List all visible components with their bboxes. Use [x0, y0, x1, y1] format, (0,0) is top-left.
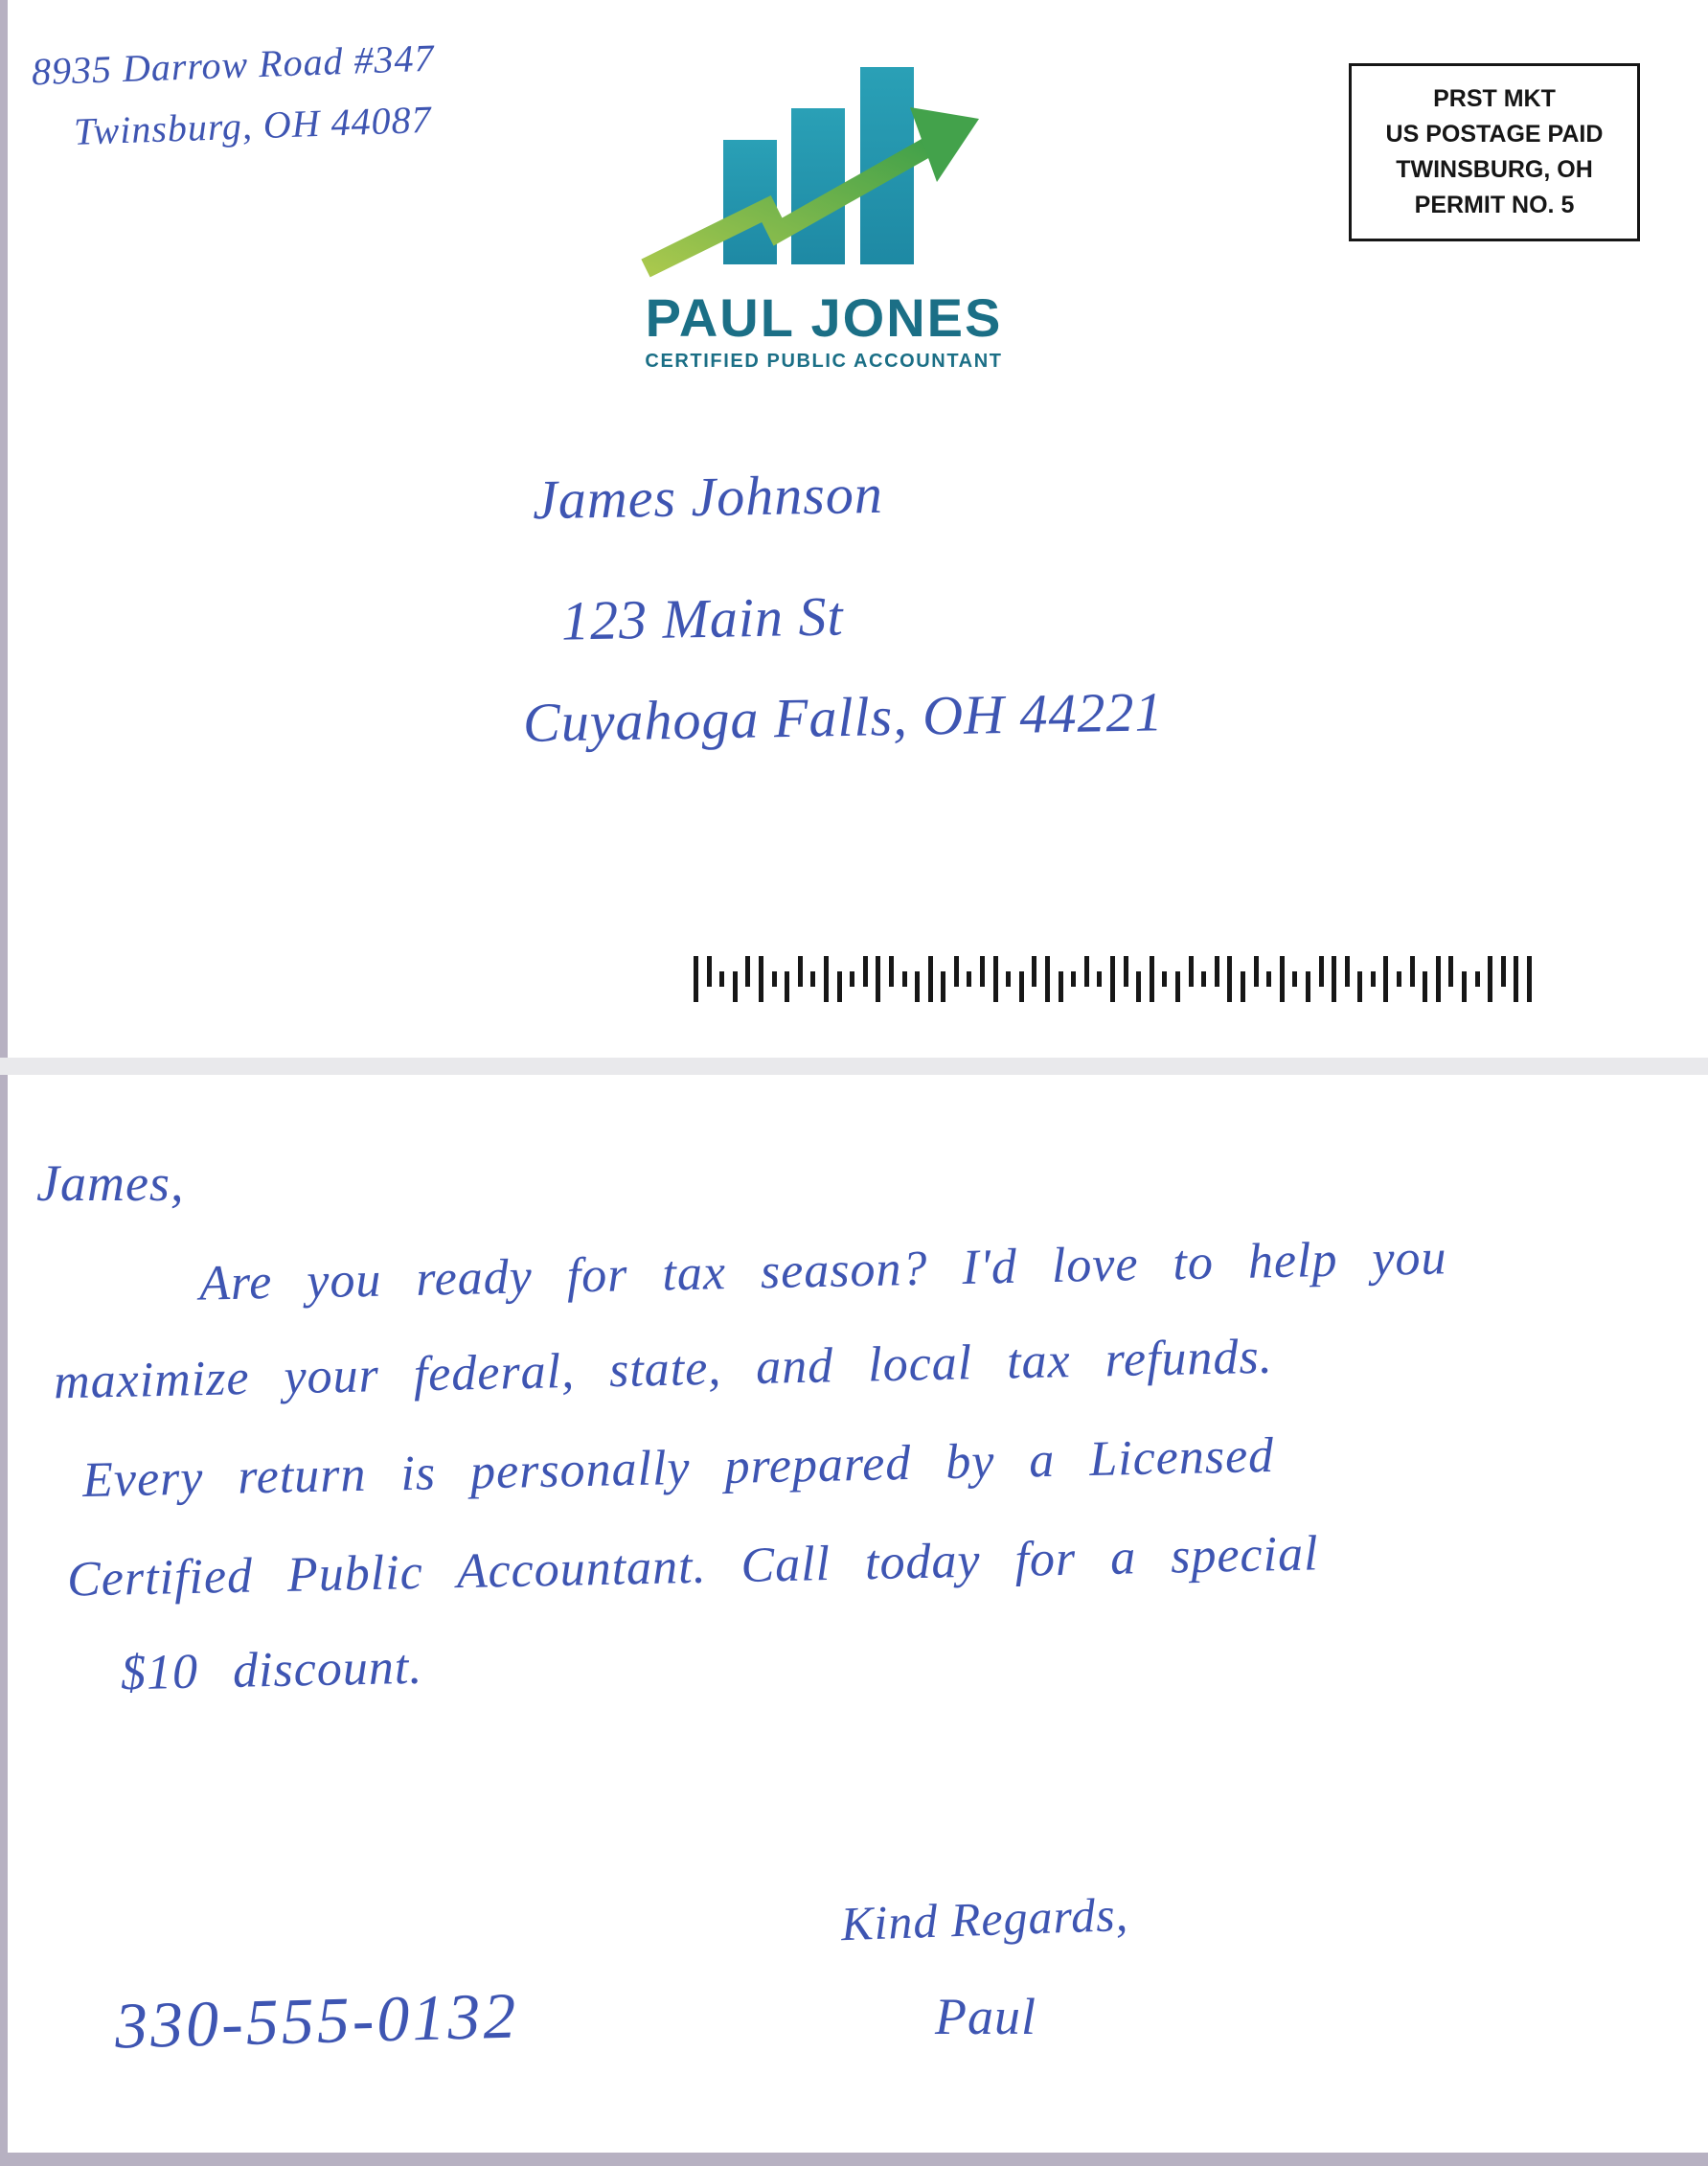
recipient-city: Cuyahoga Falls, OH 44221 — [522, 680, 1164, 754]
barcode-bar — [915, 971, 920, 1002]
barcode-bar — [863, 956, 868, 987]
barcode-bar — [850, 971, 854, 987]
message-closing: Kind Regards, — [840, 1886, 1129, 1951]
barcode-bar — [1032, 956, 1036, 987]
barcode-bar — [1254, 956, 1259, 987]
barcode-bar — [1436, 956, 1441, 1002]
barcode-bar — [1371, 971, 1376, 987]
postcard-back — [8, 1075, 1708, 2153]
bar-chart-arrow-icon — [632, 56, 1015, 290]
barcode-bar — [1501, 956, 1506, 987]
imb-barcode — [694, 956, 1532, 1002]
barcode-bar — [733, 971, 738, 1002]
barcode-bar — [1110, 956, 1115, 1002]
recipient-street: 123 Main St — [560, 584, 845, 652]
logo-tagline: CERTIFIED PUBLIC ACCOUNTANT — [645, 351, 1003, 372]
barcode-bar — [954, 956, 959, 987]
barcode-bar — [1150, 956, 1154, 1002]
company-logo — [594, 56, 1054, 373]
barcode-bar — [1527, 956, 1532, 1002]
barcode-bar — [759, 956, 763, 1002]
permit-line: PERMIT NO. 5 — [1414, 192, 1575, 218]
permit-line: US POSTAGE PAID — [1385, 121, 1604, 148]
barcode-bar — [1059, 971, 1063, 1002]
barcode-bar — [772, 971, 777, 987]
barcode-bar — [1189, 956, 1194, 987]
barcode-bar — [1045, 956, 1050, 1002]
return-address-line1: 8935 Darrow Road #347 — [31, 35, 436, 94]
barcode-bar — [1319, 956, 1324, 987]
barcode-bar — [902, 971, 907, 987]
barcode-bar — [810, 971, 815, 987]
barcode-bar — [1475, 971, 1480, 987]
barcode-bar — [928, 956, 933, 1002]
barcode-bar — [1227, 956, 1232, 1002]
barcode-bar — [1397, 971, 1401, 987]
barcode-bar — [941, 971, 945, 1002]
postage-permit-box — [1349, 63, 1640, 241]
barcode-bar — [1019, 971, 1024, 1002]
message-line: Certified Public Accountant. Call today for a special — [66, 1526, 1320, 1607]
scan-divider — [0, 1058, 1708, 1075]
barcode-bar — [824, 956, 829, 1002]
return-address-line2: Twinsburg, OH 44087 — [73, 97, 433, 153]
barcode-bar — [1357, 971, 1362, 1002]
barcode-bar — [1124, 956, 1128, 987]
barcode-bar — [1448, 956, 1453, 987]
barcode-bar — [1175, 971, 1180, 1002]
barcode-bar — [1006, 971, 1011, 987]
barcode-bar — [876, 956, 880, 1002]
barcode-bar — [1306, 971, 1310, 1002]
barcode-bar — [1097, 971, 1102, 987]
message-signature: Paul — [935, 1988, 1036, 2045]
message-line: Every return is personally prepared by a Licensed — [81, 1427, 1275, 1509]
barcode-bar — [1215, 956, 1219, 987]
message-line: Are you ready for tax season? I'd love to help you — [198, 1230, 1448, 1311]
barcode-bar — [1514, 956, 1518, 1002]
barcode-bar — [1383, 956, 1388, 1002]
barcode-bar — [694, 956, 698, 1002]
barcode-bar — [707, 956, 712, 987]
barcode-bar — [889, 956, 894, 987]
barcode-bar — [1292, 971, 1297, 987]
barcode-bar — [967, 971, 971, 987]
barcode-bar — [745, 956, 750, 987]
barcode-bar — [980, 956, 985, 987]
barcode-bar — [719, 971, 724, 987]
barcode-bar — [1423, 971, 1427, 1002]
discount-line: $10 discount. — [120, 1639, 423, 1701]
return-address — [31, 28, 438, 165]
postcard-front — [8, 0, 1708, 1058]
permit-line: PRST MKT — [1433, 85, 1556, 112]
logo-company-name: PAUL JONES — [645, 287, 1003, 348]
barcode-bar — [1241, 971, 1245, 1002]
barcode-bar — [993, 956, 998, 1002]
barcode-bar — [785, 971, 789, 1002]
barcode-bar — [1410, 956, 1415, 987]
barcode-bar — [1280, 956, 1285, 1002]
message-greeting: James, — [36, 1154, 185, 1212]
barcode-bar — [1084, 956, 1089, 987]
recipient-name: James Johnson — [532, 462, 884, 532]
barcode-bar — [837, 971, 842, 1002]
barcode-bar — [1488, 956, 1492, 1002]
message-line: maximize your federal, state, and local tax refunds. — [53, 1329, 1274, 1410]
barcode-bar — [1071, 971, 1076, 987]
barcode-bar — [1136, 971, 1141, 1002]
barcode-bar — [798, 956, 803, 987]
barcode-bar — [1332, 956, 1336, 1002]
phone-number: 330-555-0132 — [114, 1978, 520, 2063]
barcode-bar — [1201, 971, 1206, 987]
barcode-bar — [1345, 956, 1350, 987]
barcode-bar — [1266, 971, 1271, 987]
barcode-bar — [1462, 971, 1467, 1002]
permit-line: TWINSBURG, OH — [1396, 156, 1593, 183]
barcode-bar — [1162, 971, 1167, 987]
